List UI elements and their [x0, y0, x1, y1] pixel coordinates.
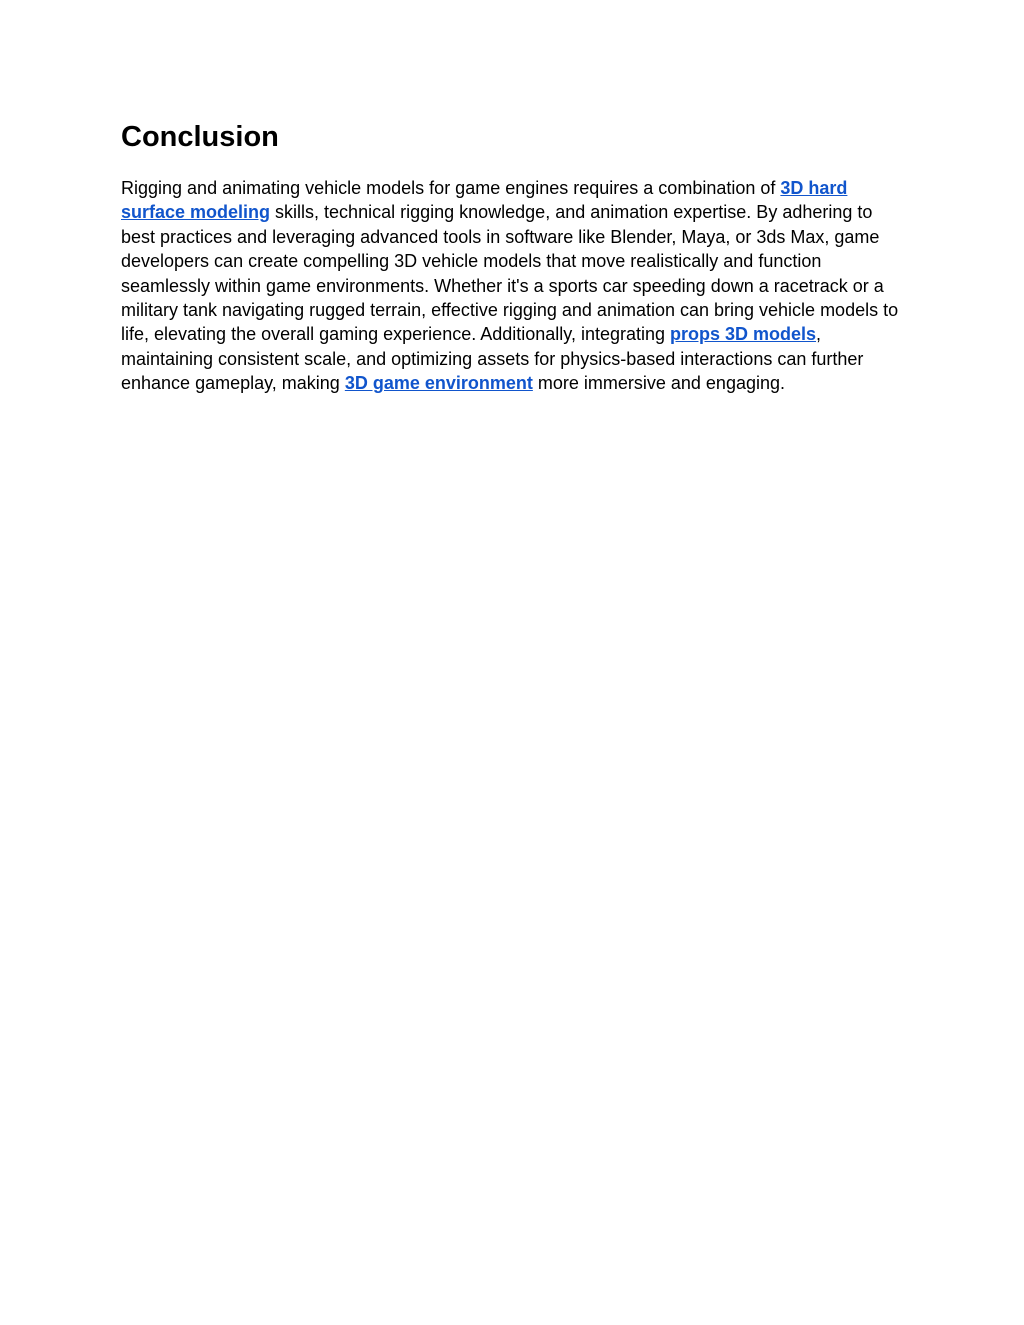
document-body — [121, 118, 911, 396]
paragraph-text-4: more immersive and engaging. — [532, 373, 785, 394]
section-heading: Conclusion — [121, 121, 279, 153]
paragraph-text-2: skills, technical rigging knowledge, and animation expertise. By adhering to best practices and leveraging advanced tools in software like Blender, Maya, or 3ds Max, game developers can create compelling 3D vehicle models that move realistically and function seamlessly within game environments. Whether it's a sports car speeding down a racetrack or a military tank navigating rugged terrain, effective rigging and animation can bring vehicle models to life, elevating the overall gaming experience. Additionally, integrating — [121, 202, 899, 345]
paragraph-text-3: , maintaining consistent scale, and optimizing assets for physics-based interactions can further enhance gameplay, making — [121, 324, 864, 394]
props-3d-models-link[interactable]: props 3D models — [670, 324, 817, 345]
paragraph-text-1: Rigging and animating vehicle models for game engines requires a combination of — [121, 178, 781, 198]
conclusion-paragraph — [121, 176, 911, 396]
game-environment-link[interactable]: 3D game environment — [344, 373, 533, 394]
hard-surface-modeling-link[interactable]: 3D hard surface modeling — [121, 178, 848, 223]
